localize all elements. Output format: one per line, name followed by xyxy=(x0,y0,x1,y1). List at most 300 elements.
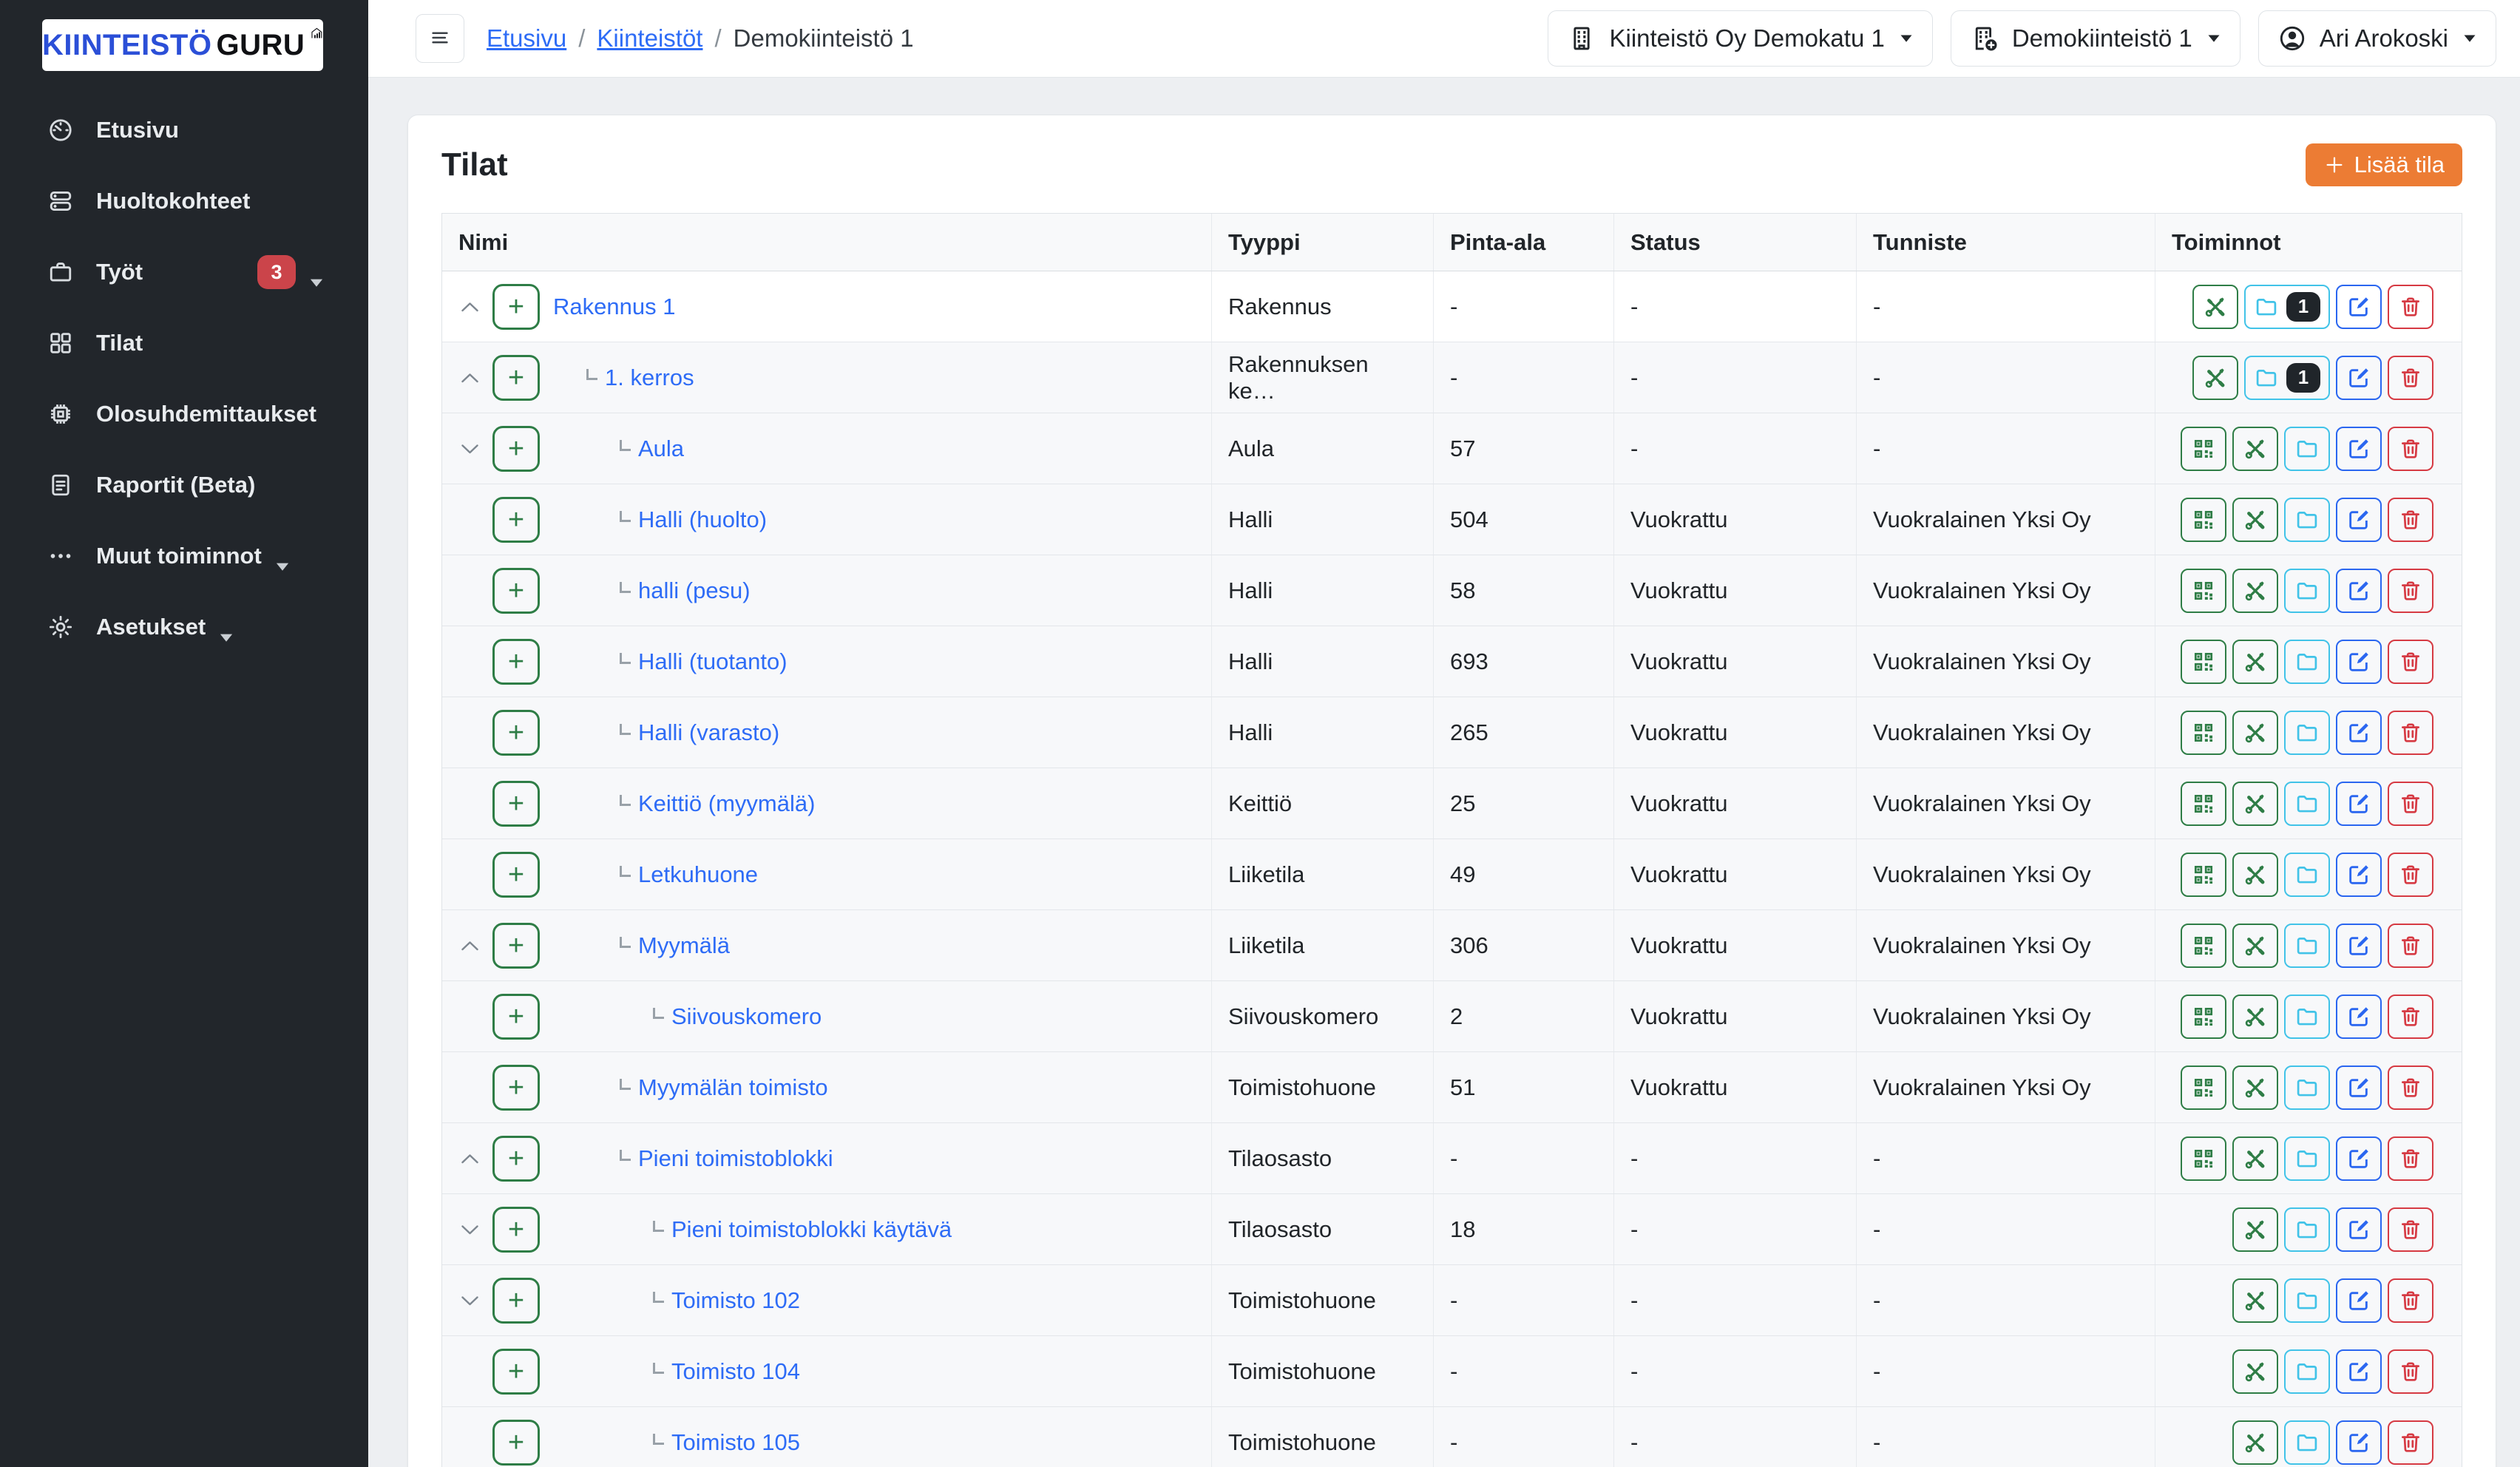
sidebar-item-huoltokohteet[interactable] xyxy=(0,166,368,237)
area-cell: 25 xyxy=(1433,768,1613,838)
actions-cell xyxy=(2155,1265,2462,1335)
table-row xyxy=(442,342,2462,413)
name-cell xyxy=(442,1336,1211,1406)
folder-action-button[interactable] xyxy=(2284,782,2330,826)
building-add-icon xyxy=(1971,24,1999,52)
edit-action-button[interactable] xyxy=(2336,1278,2382,1323)
caret-down-icon xyxy=(309,267,324,277)
trash-action-button[interactable] xyxy=(2388,1349,2433,1394)
tree-branch-icon xyxy=(620,866,631,877)
company-dropdown[interactable] xyxy=(1548,10,1932,67)
area-cell: 57 xyxy=(1433,413,1613,484)
tree-branch-icon xyxy=(653,1221,664,1232)
topbar xyxy=(368,0,2520,78)
edit-action-button[interactable] xyxy=(2336,569,2382,613)
qr-code-action-button[interactable] xyxy=(2181,640,2226,684)
sidebar-nav xyxy=(0,95,368,663)
trash-action-button[interactable] xyxy=(2388,285,2433,329)
status-cell: Vuokrattu xyxy=(1613,484,1856,555)
actions-cell xyxy=(2155,697,2462,768)
name-cell xyxy=(442,342,1211,413)
actions-cell xyxy=(2155,342,2462,413)
tree-indent xyxy=(540,1442,653,1443)
tenant-cell: - xyxy=(1856,1407,2155,1467)
table-row xyxy=(442,271,2462,342)
qr-code-action-button[interactable] xyxy=(2181,995,2226,1039)
type-cell: Toimistohuone xyxy=(1211,1336,1433,1406)
tools-action-button[interactable] xyxy=(2232,1065,2278,1110)
type-cell: Rakennus xyxy=(1211,271,1433,342)
area-cell: 504 xyxy=(1433,484,1613,555)
status-cell: - xyxy=(1613,271,1856,342)
type-cell: Toimistohuone xyxy=(1211,1265,1433,1335)
type-cell: Tilaosasto xyxy=(1211,1194,1433,1264)
space-name-link[interactable]: Pieni toimistoblokki käytävä xyxy=(671,1216,952,1242)
tree-branch-icon xyxy=(653,1292,664,1303)
trash-action-button[interactable] xyxy=(2388,640,2433,684)
notification-badge: 3 xyxy=(257,255,296,289)
add-child-space-button[interactable]: + xyxy=(492,1278,540,1324)
space-name-link[interactable]: Toimisto 102 xyxy=(671,1287,801,1313)
chevron-up-icon[interactable] xyxy=(460,372,492,384)
name-cell xyxy=(442,484,1211,555)
folder-action-button[interactable] xyxy=(2284,1136,2330,1181)
add-child-space-button[interactable]: + xyxy=(492,1065,540,1111)
edit-action-button[interactable] xyxy=(2336,356,2382,400)
type-cell: Toimistohuone xyxy=(1211,1052,1433,1122)
space-name-link[interactable]: Halli (tuotanto) xyxy=(638,648,788,674)
qr-code-action-button[interactable] xyxy=(2181,569,2226,613)
tree-branch-icon xyxy=(653,1008,664,1019)
page-content xyxy=(368,78,2520,1467)
sidebar-item-etusivu[interactable] xyxy=(0,95,368,166)
folder-action-button[interactable] xyxy=(2244,356,2330,400)
actions-cell xyxy=(2155,768,2462,838)
folder-action-button[interactable] xyxy=(2284,1065,2330,1110)
space-name-link[interactable]: Rakennus 1 xyxy=(553,293,676,319)
hamburger-icon xyxy=(429,27,451,51)
add-child-space-button[interactable]: + xyxy=(492,355,540,401)
tools-action-button[interactable] xyxy=(2232,1136,2278,1181)
actions-cell xyxy=(2155,1123,2462,1193)
sidebar-item-label: Etusivu xyxy=(96,117,179,143)
edit-action-button[interactable] xyxy=(2336,640,2382,684)
name-cell xyxy=(442,697,1211,768)
space-name-link[interactable]: 1. kerros xyxy=(605,364,694,390)
status-cell: Vuokrattu xyxy=(1613,626,1856,697)
column-header-status: Status xyxy=(1613,214,1856,271)
breadcrumb-current: Demokiinteistö 1 xyxy=(733,24,914,52)
tools-action-button[interactable] xyxy=(2232,640,2278,684)
add-child-space-button[interactable]: + xyxy=(492,781,540,827)
name-cell xyxy=(442,413,1211,484)
grid-icon xyxy=(47,330,74,356)
name-cell xyxy=(442,1194,1211,1264)
company-dropdown-label: Kiinteistö Oy Demokatu 1 xyxy=(1609,24,1885,52)
count-badge: 1 xyxy=(2286,292,2320,322)
app-logo[interactable] xyxy=(42,19,323,71)
tools-action-button[interactable] xyxy=(2232,924,2278,968)
actions-cell xyxy=(2155,981,2462,1051)
actions-cell xyxy=(2155,413,2462,484)
type-cell: Halli xyxy=(1211,555,1433,626)
edit-action-button[interactable] xyxy=(2336,1136,2382,1181)
name-cell xyxy=(442,981,1211,1051)
tools-action-button[interactable] xyxy=(2232,711,2278,755)
actions-cell xyxy=(2155,1052,2462,1122)
tree-indent xyxy=(540,590,620,591)
tree-branch-icon xyxy=(586,369,597,380)
edit-action-button[interactable] xyxy=(2336,1420,2382,1465)
area-cell: - xyxy=(1433,342,1613,413)
sidebar-item-label: Työt xyxy=(96,259,143,285)
space-name-link[interactable]: Myymälä xyxy=(638,932,731,958)
tools-action-button[interactable] xyxy=(2232,853,2278,897)
tree-indent xyxy=(540,448,620,449)
table-row xyxy=(442,1265,2462,1336)
sidebar-item-tilat[interactable] xyxy=(0,308,368,379)
tree-indent xyxy=(540,306,553,307)
spaces-table xyxy=(441,213,2462,1467)
type-cell: Tilaosasto xyxy=(1211,1123,1433,1193)
topbar-dropdowns xyxy=(1548,10,2496,67)
sidebar-item-ty-t[interactable] xyxy=(0,237,368,308)
caret-down-icon xyxy=(2463,34,2476,43)
status-cell: - xyxy=(1613,1265,1856,1335)
trash-action-button[interactable] xyxy=(2388,782,2433,826)
status-cell: Vuokrattu xyxy=(1613,981,1856,1051)
qr-code-action-button[interactable] xyxy=(2181,853,2226,897)
tenant-cell: - xyxy=(1856,1336,2155,1406)
table-row xyxy=(442,1052,2462,1123)
type-cell: Aula xyxy=(1211,413,1433,484)
add-child-space-button[interactable]: + xyxy=(492,284,540,330)
chevron-up-icon[interactable] xyxy=(460,940,492,952)
tools-action-button[interactable] xyxy=(2232,782,2278,826)
logo-text-secondary: GURU xyxy=(216,28,305,61)
tools-action-button[interactable] xyxy=(2232,1420,2278,1465)
tenant-cell: - xyxy=(1856,1123,2155,1193)
area-cell: 693 xyxy=(1433,626,1613,697)
table-row xyxy=(442,555,2462,626)
space-name-link[interactable]: Letkuhuone xyxy=(638,861,759,887)
edit-action-button[interactable] xyxy=(2336,285,2382,329)
chevron-down-icon[interactable] xyxy=(460,443,492,455)
table-row xyxy=(442,768,2462,839)
folder-action-button[interactable] xyxy=(2284,924,2330,968)
tools-action-button[interactable] xyxy=(2232,1278,2278,1323)
add-child-space-button[interactable]: + xyxy=(492,923,540,969)
trash-action-button[interactable] xyxy=(2388,995,2433,1039)
edit-action-button[interactable] xyxy=(2336,427,2382,471)
folder-action-button[interactable] xyxy=(2284,995,2330,1039)
tree-indent xyxy=(540,519,620,520)
tools-action-button[interactable] xyxy=(2232,1207,2278,1252)
trash-action-button[interactable] xyxy=(2388,427,2433,471)
trash-action-button[interactable] xyxy=(2388,924,2433,968)
tenant-cell: - xyxy=(1856,342,2155,413)
sidebar xyxy=(0,0,368,1467)
trash-action-button[interactable] xyxy=(2388,1278,2433,1323)
area-cell: - xyxy=(1433,1407,1613,1467)
tree-branch-icon xyxy=(620,1150,631,1161)
sidebar-item-label: Olosuhdemittaukset xyxy=(96,401,316,427)
space-name-link[interactable]: Aula xyxy=(638,435,685,461)
area-cell: 2 xyxy=(1433,981,1613,1051)
name-cell xyxy=(442,1052,1211,1122)
add-child-space-button[interactable]: + xyxy=(492,1420,540,1466)
column-header-tunniste: Tunniste xyxy=(1856,214,2155,271)
add-child-space-button[interactable]: + xyxy=(492,568,540,614)
tenant-cell: Vuokralainen Yksi Oy xyxy=(1856,910,2155,980)
tenant-cell: - xyxy=(1856,271,2155,342)
tree-branch-icon xyxy=(620,1079,631,1090)
area-cell: 265 xyxy=(1433,697,1613,768)
folder-action-button[interactable] xyxy=(2284,1278,2330,1323)
status-cell: - xyxy=(1613,1407,1856,1467)
sidebar-item-label: Muut toiminnot xyxy=(96,543,262,569)
sidebar-item-raportit-beta[interactable] xyxy=(0,450,368,521)
sidebar-item-asetukset[interactable] xyxy=(0,592,368,663)
trash-action-button[interactable] xyxy=(2388,1136,2433,1181)
table-row xyxy=(442,1407,2462,1467)
chevron-down-icon[interactable] xyxy=(460,1295,492,1307)
tenant-cell: Vuokralainen Yksi Oy xyxy=(1856,768,2155,838)
person-circle-icon xyxy=(2278,24,2306,52)
status-cell: Vuokrattu xyxy=(1613,839,1856,909)
property-dropdown-label: Demokiinteistö 1 xyxy=(2011,24,2192,52)
tools-action-button[interactable] xyxy=(2232,427,2278,471)
folder-action-button[interactable] xyxy=(2284,711,2330,755)
user-dropdown-label: Ari Arokoski xyxy=(2319,24,2448,52)
qr-code-action-button[interactable] xyxy=(2181,498,2226,542)
table-row xyxy=(442,626,2462,697)
tenant-cell: Vuokralainen Yksi Oy xyxy=(1856,555,2155,626)
area-cell: - xyxy=(1433,1123,1613,1193)
add-child-space-button[interactable]: + xyxy=(492,852,540,898)
space-name-link[interactable]: Toimisto 104 xyxy=(671,1358,801,1384)
tenant-cell: Vuokralainen Yksi Oy xyxy=(1856,697,2155,768)
trash-action-button[interactable] xyxy=(2388,711,2433,755)
table-body xyxy=(442,271,2462,1467)
tenant-cell: Vuokralainen Yksi Oy xyxy=(1856,484,2155,555)
area-cell: 51 xyxy=(1433,1052,1613,1122)
plus-icon xyxy=(2323,154,2345,176)
tools-action-button[interactable] xyxy=(2192,285,2238,329)
actions-cell xyxy=(2155,484,2462,555)
breadcrumb-link-kiinteistot[interactable]: Kiinteistöt xyxy=(597,24,703,52)
folder-action-button[interactable] xyxy=(2284,1207,2330,1252)
space-name-link[interactable]: Siivouskomero xyxy=(671,1003,822,1029)
file-text-icon xyxy=(47,472,74,498)
qr-code-action-button[interactable] xyxy=(2181,427,2226,471)
tree-branch-icon xyxy=(653,1363,664,1374)
table-row xyxy=(442,1123,2462,1194)
add-space-button[interactable] xyxy=(2306,143,2462,186)
tree-branch-icon xyxy=(620,653,631,664)
name-cell xyxy=(442,839,1211,909)
add-child-space-button[interactable]: + xyxy=(492,994,540,1040)
area-cell: - xyxy=(1433,271,1613,342)
name-cell xyxy=(442,1265,1211,1335)
folder-action-button[interactable] xyxy=(2284,1420,2330,1465)
tree-indent xyxy=(540,1371,653,1372)
folder-action-button[interactable] xyxy=(2284,853,2330,897)
add-child-space-button[interactable]: + xyxy=(492,1349,540,1395)
table-row xyxy=(442,697,2462,768)
tenant-cell: - xyxy=(1856,413,2155,484)
tree-indent xyxy=(540,1016,653,1017)
folder-action-button[interactable] xyxy=(2284,498,2330,542)
space-name-link[interactable]: Halli (huolto) xyxy=(638,506,768,532)
type-cell: Liiketila xyxy=(1211,839,1433,909)
tree-branch-icon xyxy=(620,511,631,522)
qr-code-action-button[interactable] xyxy=(2181,924,2226,968)
table-row xyxy=(442,910,2462,981)
tree-branch-icon xyxy=(620,440,631,451)
add-child-space-button[interactable]: + xyxy=(492,710,540,756)
add-child-space-button[interactable]: + xyxy=(492,639,540,685)
space-name-link[interactable]: Pieni toimistoblokki xyxy=(638,1145,833,1171)
edit-action-button[interactable] xyxy=(2336,1207,2382,1252)
table-row xyxy=(442,839,2462,910)
space-name-link[interactable]: halli (pesu) xyxy=(638,577,751,603)
qr-code-action-button[interactable] xyxy=(2181,1065,2226,1110)
trash-action-button[interactable] xyxy=(2388,1065,2433,1110)
add-child-space-button[interactable]: + xyxy=(492,1136,540,1182)
tools-action-button[interactable] xyxy=(2232,995,2278,1039)
tree-indent xyxy=(540,1087,620,1088)
name-cell xyxy=(442,626,1211,697)
space-name-link[interactable]: Keittiö (myymälä) xyxy=(638,790,816,816)
column-header-tyyppi: Tyyppi xyxy=(1211,214,1433,271)
tree-indent xyxy=(540,1229,653,1230)
edit-action-button[interactable] xyxy=(2336,782,2382,826)
trash-action-button[interactable] xyxy=(2388,356,2433,400)
tree-branch-icon xyxy=(620,582,631,593)
add-child-space-button[interactable]: + xyxy=(492,1207,540,1253)
folder-action-button[interactable] xyxy=(2244,285,2330,329)
edit-action-button[interactable] xyxy=(2336,924,2382,968)
caret-down-icon xyxy=(2207,34,2221,43)
actions-cell xyxy=(2155,1336,2462,1406)
folder-action-button[interactable] xyxy=(2284,640,2330,684)
qr-code-action-button[interactable] xyxy=(2181,782,2226,826)
breadcrumb-link-etusivu[interactable]: Etusivu xyxy=(487,24,567,52)
name-cell xyxy=(442,1407,1211,1467)
edit-action-button[interactable] xyxy=(2336,711,2382,755)
actions-cell xyxy=(2155,1407,2462,1467)
building-icon xyxy=(1568,24,1596,52)
spaces-card xyxy=(407,115,2496,1467)
chevron-up-icon[interactable] xyxy=(460,1153,492,1165)
tree-branch-icon xyxy=(653,1434,664,1445)
menu-toggle-button[interactable] xyxy=(416,14,464,63)
stack-icon xyxy=(47,188,74,214)
actions-cell xyxy=(2155,271,2462,342)
tree-branch-icon xyxy=(620,795,631,806)
caret-down-icon xyxy=(275,551,290,561)
chevron-up-icon[interactable] xyxy=(460,301,492,313)
chevron-down-icon[interactable] xyxy=(460,1224,492,1236)
sidebar-item-label: Raportit (Beta) xyxy=(96,472,256,498)
edit-action-button[interactable] xyxy=(2336,995,2382,1039)
tree-branch-icon xyxy=(620,724,631,735)
status-cell: Vuokrattu xyxy=(1613,697,1856,768)
qr-code-action-button[interactable] xyxy=(2181,1136,2226,1181)
tools-action-button[interactable] xyxy=(2192,356,2238,400)
caret-down-icon xyxy=(1900,34,1913,43)
trash-action-button[interactable] xyxy=(2388,569,2433,613)
house-bars-icon xyxy=(311,27,323,63)
status-cell: - xyxy=(1613,1336,1856,1406)
type-cell: Halli xyxy=(1211,484,1433,555)
count-badge: 1 xyxy=(2286,363,2320,393)
space-name-link[interactable]: Halli (varasto) xyxy=(638,719,780,745)
user-dropdown[interactable] xyxy=(2258,10,2496,67)
add-child-space-button[interactable]: + xyxy=(492,426,540,472)
edit-action-button[interactable] xyxy=(2336,1065,2382,1110)
caret-down-icon xyxy=(219,622,234,632)
add-child-space-button[interactable]: + xyxy=(492,497,540,543)
sidebar-item-label: Huoltokohteet xyxy=(96,188,251,214)
area-cell: 49 xyxy=(1433,839,1613,909)
property-dropdown[interactable] xyxy=(1951,10,2240,67)
tree-indent xyxy=(540,1158,620,1159)
trash-action-button[interactable] xyxy=(2388,853,2433,897)
tree-indent xyxy=(540,803,620,804)
column-header-pinta-ala: Pinta-ala xyxy=(1433,214,1613,271)
tools-action-button[interactable] xyxy=(2232,498,2278,542)
trash-action-button[interactable] xyxy=(2388,1207,2433,1252)
sidebar-item-muut-toiminnot[interactable] xyxy=(0,521,368,592)
actions-cell xyxy=(2155,626,2462,697)
name-cell xyxy=(442,768,1211,838)
column-header-nimi: Nimi xyxy=(458,228,509,255)
tree-indent xyxy=(540,874,620,875)
tools-action-button[interactable] xyxy=(2232,569,2278,613)
actions-cell xyxy=(2155,1194,2462,1264)
folder-action-button[interactable] xyxy=(2284,1349,2330,1394)
folder-action-button[interactable] xyxy=(2284,569,2330,613)
edit-action-button[interactable] xyxy=(2336,498,2382,542)
folder-action-button[interactable] xyxy=(2284,427,2330,471)
name-cell xyxy=(442,910,1211,980)
tree-indent xyxy=(540,377,586,378)
area-cell: 306 xyxy=(1433,910,1613,980)
trash-action-button[interactable] xyxy=(2388,498,2433,542)
space-name-link[interactable]: Myymälän toimisto xyxy=(638,1074,828,1100)
table-row xyxy=(442,1194,2462,1265)
qr-code-action-button[interactable] xyxy=(2181,711,2226,755)
status-cell: Vuokrattu xyxy=(1613,910,1856,980)
edit-action-button[interactable] xyxy=(2336,853,2382,897)
sidebar-item-label: Tilat xyxy=(96,330,143,356)
space-name-link[interactable]: Toimisto 105 xyxy=(671,1429,801,1455)
tenant-cell: - xyxy=(1856,1194,2155,1264)
trash-action-button[interactable] xyxy=(2388,1420,2433,1465)
type-cell: Liiketila xyxy=(1211,910,1433,980)
breadcrumb-separator: / xyxy=(714,24,722,52)
tenant-cell: - xyxy=(1856,1265,2155,1335)
actions-cell xyxy=(2155,555,2462,626)
gear-icon xyxy=(47,614,74,640)
tools-action-button[interactable] xyxy=(2232,1349,2278,1394)
edit-action-button[interactable] xyxy=(2336,1349,2382,1394)
tenant-cell: Vuokralainen Yksi Oy xyxy=(1856,839,2155,909)
tenant-cell: Vuokralainen Yksi Oy xyxy=(1856,981,2155,1051)
sidebar-item-olosuhdemittaukset[interactable] xyxy=(0,379,368,450)
